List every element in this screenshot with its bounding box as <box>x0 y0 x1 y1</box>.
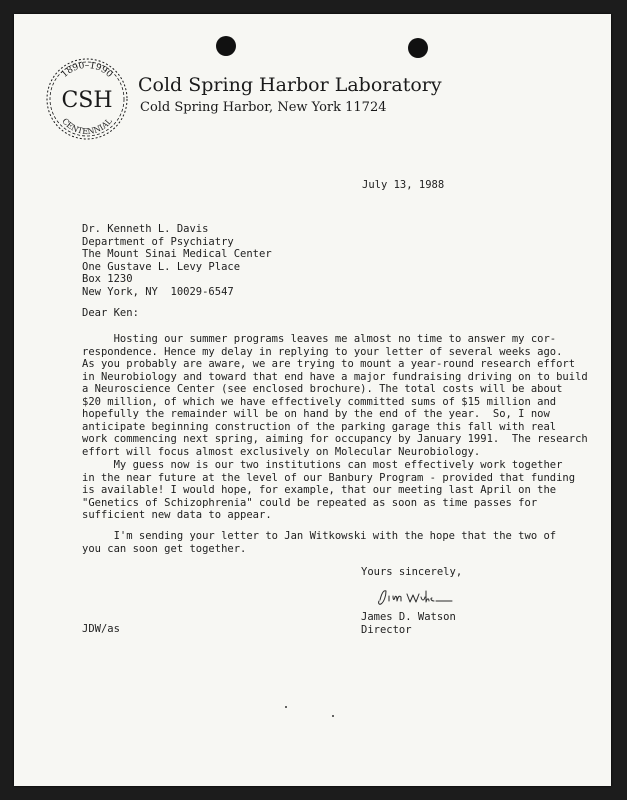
seal-label: CENTENNIAL <box>60 116 114 137</box>
paper-speck <box>332 715 334 717</box>
seal-initials: CSH <box>61 88 113 113</box>
text-line: anticipate beginning construction of the parking garage this fall with real <box>82 420 557 433</box>
typist-initials: JDW/as <box>82 623 120 635</box>
complimentary-close: Yours sincerely, <box>361 566 463 578</box>
body-paragraph-3 <box>82 530 556 555</box>
text-line: in Neurobiology and toward that end have a major fundraising driving on to build <box>82 370 588 383</box>
text-line: I'm sending your letter to Jan Witkowski with the hope that the two of <box>82 530 557 542</box>
punch-hole-right <box>408 38 428 58</box>
text-line: "Genetics of Schizophrenia" could be repeated as soon as time passes for <box>82 496 538 509</box>
text-line: is available! I would hope, for example, that our meeting last April on the <box>82 484 557 496</box>
signer-name: James D. Watson <box>361 611 456 623</box>
handwritten-signature <box>374 582 454 610</box>
text-line: work commencing next spring, aiming for occupancy by January 1991. The research <box>82 433 588 445</box>
salutation: Dear Ken: <box>82 307 139 319</box>
address-line: The Mount Sinai Medical Center <box>82 248 272 260</box>
body-paragraph-2 <box>82 459 575 522</box>
text-line: As you probably are aware, we are trying to mount a year-round research effort <box>82 358 576 370</box>
text-line: you can soon get together. <box>82 542 247 555</box>
text-line: My guess now is our two institutions can most effectively work together <box>82 459 563 471</box>
recipient-address <box>82 223 272 298</box>
laboratory-name: Cold Spring Harbor Laboratory <box>138 74 442 96</box>
text-line: Hosting our summer programs leaves me almost no time to answer my cor- <box>82 333 557 345</box>
address-line: Department of Psychiatry <box>82 235 234 248</box>
text-line: sufficient new data to appear. <box>82 509 272 521</box>
text-line: effort will focus almost exclusively on Molecular Neurobiology. <box>82 445 481 458</box>
text-line: in the near future at the level of our Banbury Program - provided that funding <box>82 471 576 484</box>
csh-centennial-seal <box>44 56 130 142</box>
address-line: Dr. Kenneth L. Davis <box>82 223 209 235</box>
paper-speck <box>285 706 287 708</box>
address-line: Box 1230 <box>82 273 133 285</box>
punch-hole-left <box>216 36 236 56</box>
text-line: a Neuroscience Center (see enclosed brochure). The total costs will be about <box>82 383 563 395</box>
address-line: New York, NY 10029-6547 <box>82 285 234 298</box>
signer-title: Director <box>361 624 412 636</box>
text-line: $20 million, of which we have effectively committed sums of $15 million and <box>82 395 557 408</box>
laboratory-address: Cold Spring Harbor, New York 11724 <box>140 100 387 115</box>
body-paragraph-1 <box>82 333 588 458</box>
text-line: respondence. Hence my delay in replying to your letter of several weeks ago. <box>82 345 563 358</box>
seal-years: 1890–1990 <box>59 61 115 80</box>
letter-page <box>14 14 611 786</box>
text-line: hopefully the remainder will be on hand by the end of the year. So, I now <box>82 408 550 420</box>
letter-date: July 13, 1988 <box>362 179 445 191</box>
address-line: One Gustave L. Levy Place <box>82 260 241 273</box>
